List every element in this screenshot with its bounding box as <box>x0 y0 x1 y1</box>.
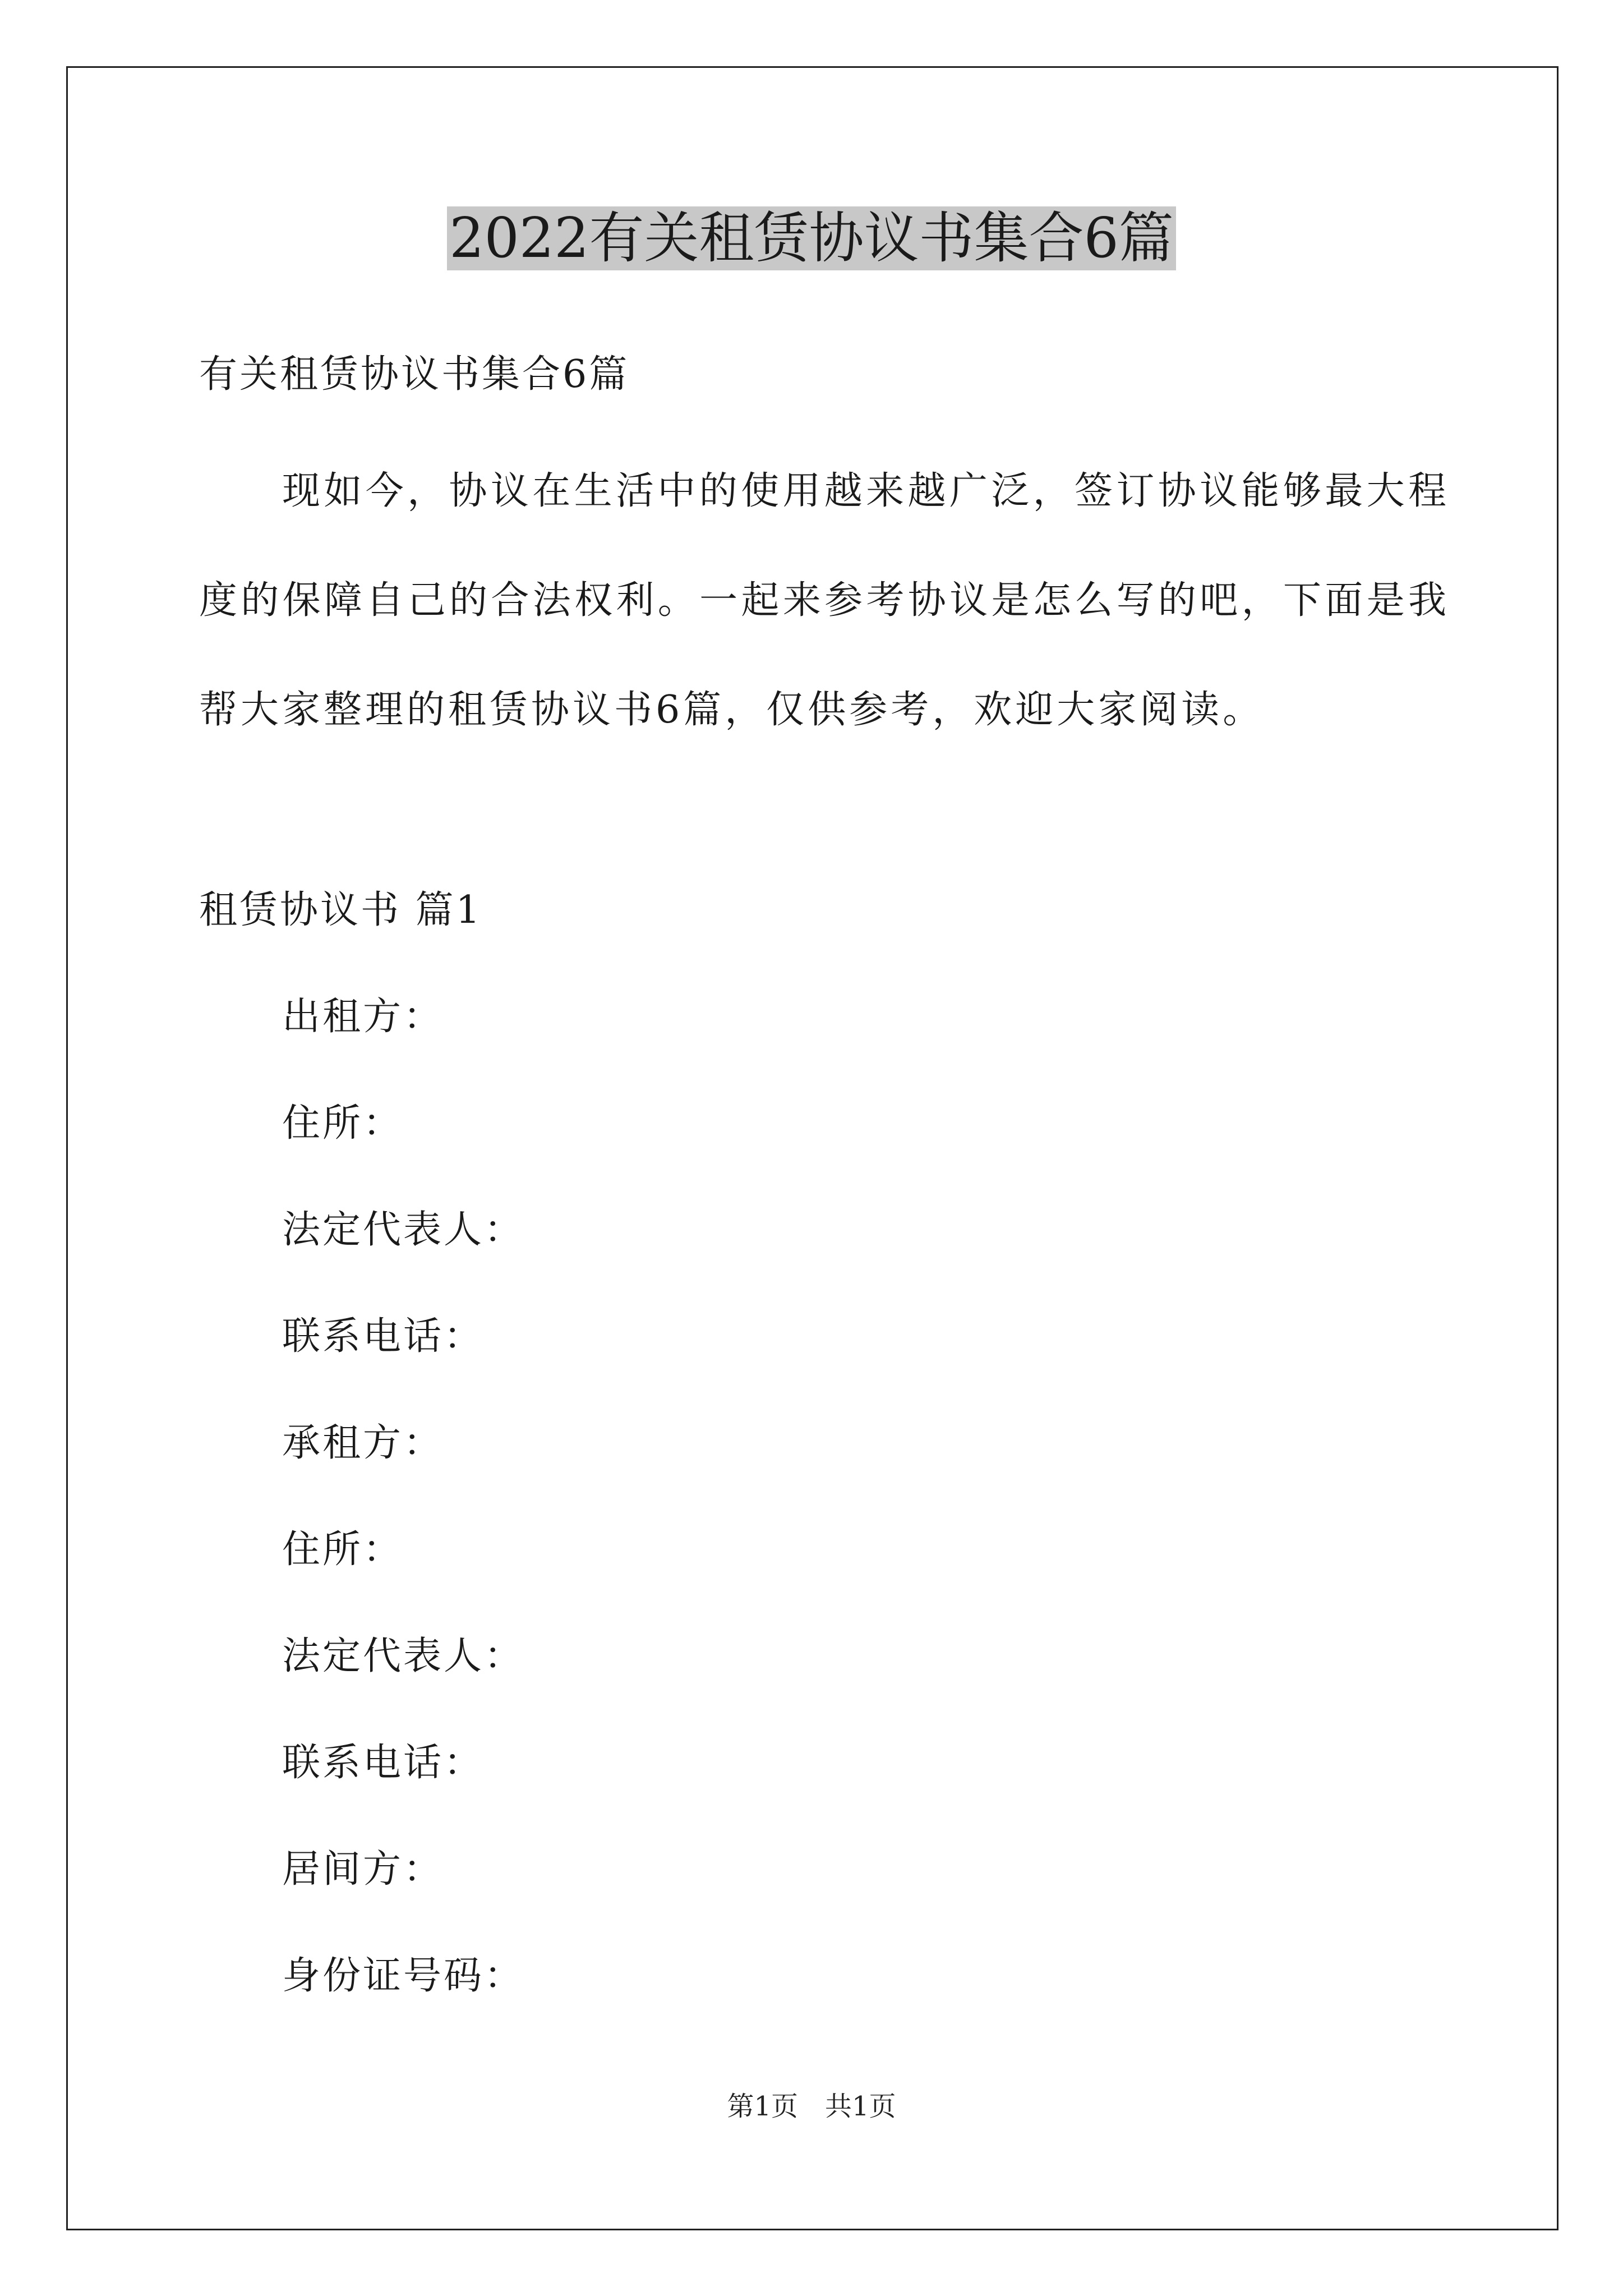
page-number: 第1页 <box>727 2091 798 2122</box>
field-lessee-address: 住所： <box>282 1527 404 1572</box>
intro-paragraph: 现如今，协议在生活中的使用越来越广泛，签订协议能够最大程度的保障自己的合法权利。一起来参考协议是怎么写的吧，下面是我帮大家整理的租赁协议书6篇，仅供参考，欢迎大家阅读。 <box>199 469 1450 732</box>
field-lessee-phone: 联系电话： <box>282 1741 485 1785</box>
field-lessee-legal-rep: 法定代表人： <box>282 1634 525 1678</box>
document-subtitle: 有关租赁协议书集合6篇 <box>199 352 630 397</box>
field-lessee: 承租方： <box>282 1421 444 1465</box>
document-title: 2022有关租赁协议书集合6篇 <box>0 199 1623 278</box>
field-lessor: 出租方： <box>282 995 444 1039</box>
field-lessor-address: 住所： <box>282 1101 404 1145</box>
field-id-number: 身份证号码： <box>282 1954 525 1998</box>
field-lessor-legal-rep: 法定代表人： <box>282 1208 525 1252</box>
page-footer <box>0 2087 1623 2126</box>
page-total: 共1页 <box>825 2091 896 2122</box>
field-intermediary: 居间方： <box>282 1847 444 1892</box>
field-lessor-phone: 联系电话： <box>282 1314 485 1359</box>
section-heading: 租赁协议书 篇1 <box>199 888 482 932</box>
